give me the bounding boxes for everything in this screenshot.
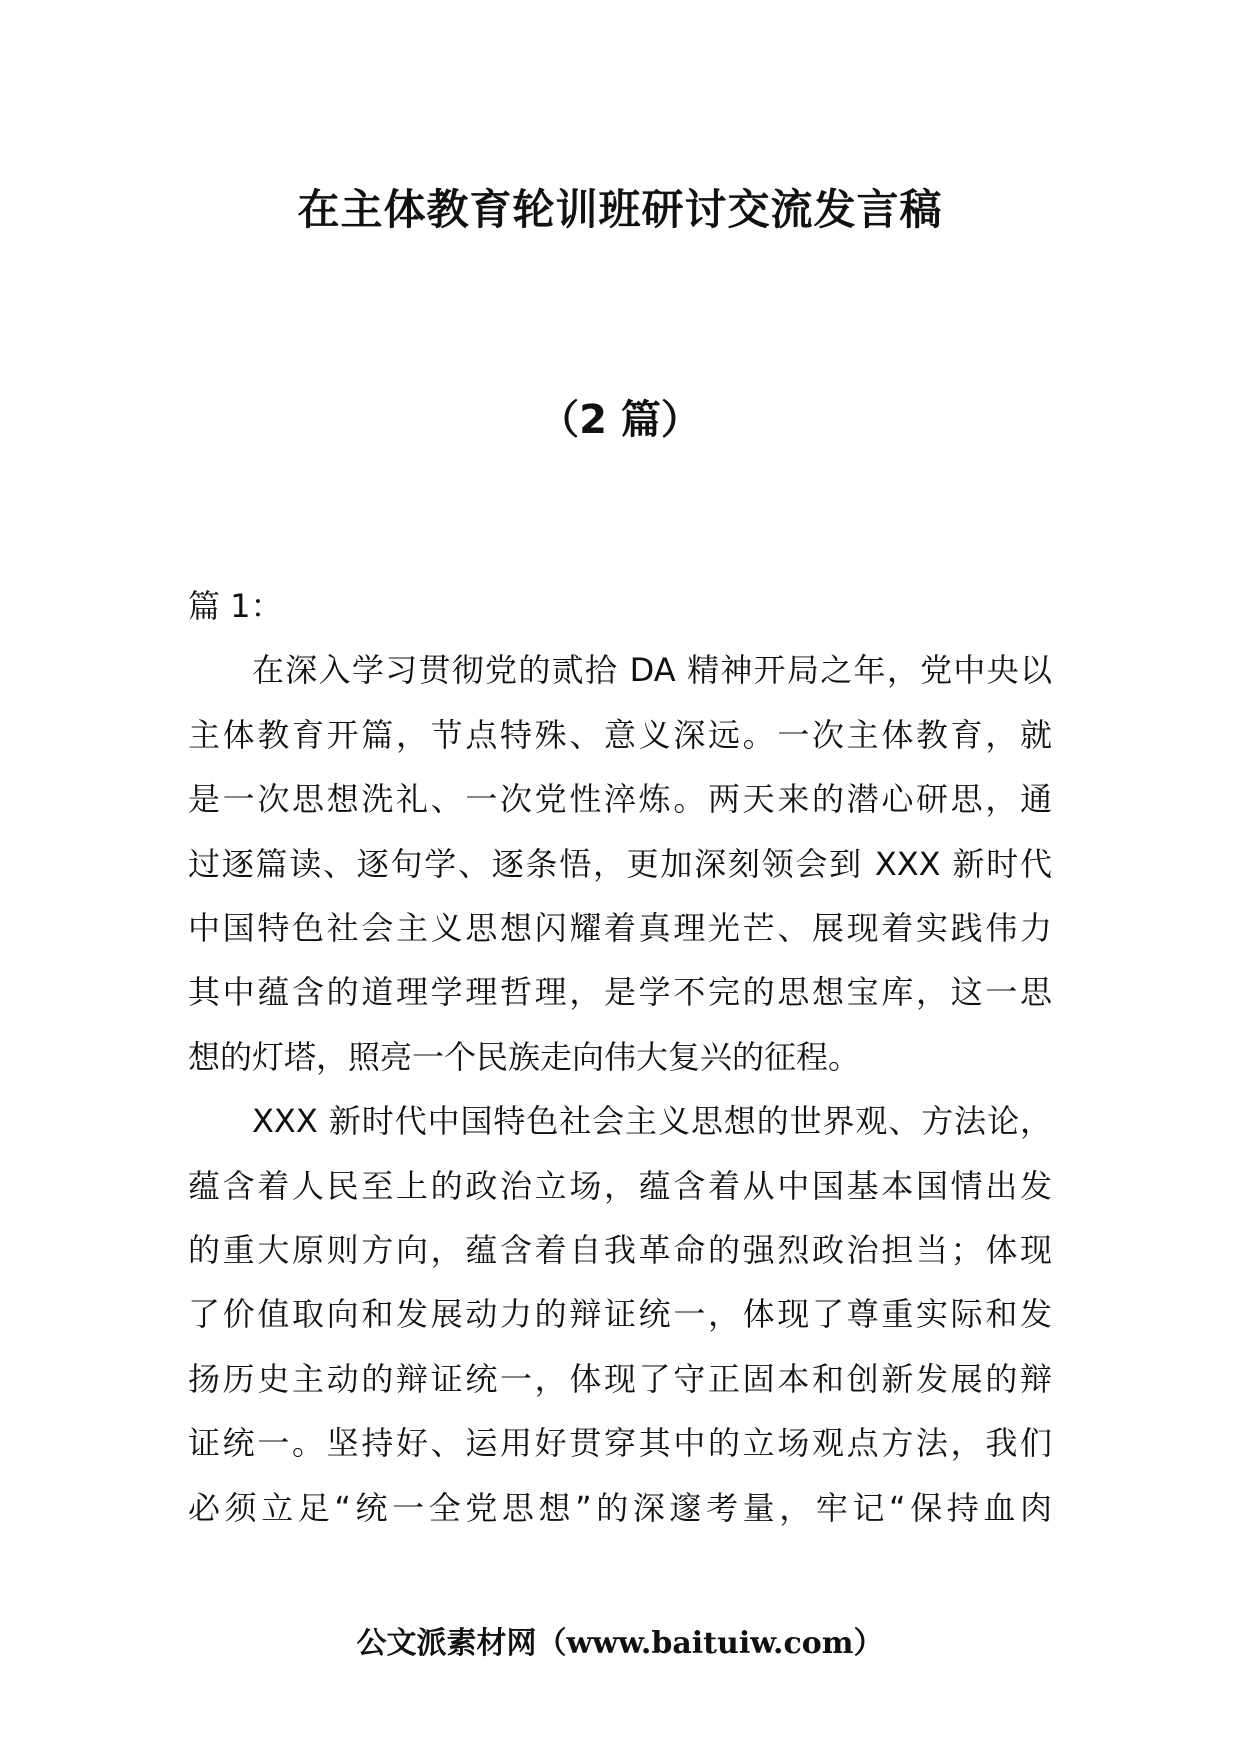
document-title: 在主体教育轮训班研讨交流发言稿 [297,185,943,234]
paragraph-line: 必须立足“统一全党思想”的深邃考量，牢记“保持血肉 [188,1488,1052,1527]
paragraph-line: 证统一。坚持好、运用好贯穿其中的立场观点方法，我们 [188,1424,1052,1463]
paragraph-line: 其中蕴含的道理学理哲理，是学不完的思想宝库，这一思 [188,973,1052,1012]
footer-source: 公文派素材网（www.baituiw.com） [356,1626,884,1661]
paragraph-line: XXX 新时代中国特色社会主义思想的世界观、方法论， [252,1102,1052,1141]
paragraph-line: 的重大原则方向，蕴含着自我革命的强烈政治担当；体现 [188,1231,1052,1270]
paragraph-line: 扬历史主动的辩证统一，体现了守正固本和创新发展的辩 [188,1359,1052,1398]
paragraph-line: 在深入学习贯彻党的贰拾 DA 精神开局之年，党中央以 [252,651,1052,690]
section-label: 篇 1： [188,587,283,625]
paragraph-line: 是一次思想洗礼、一次党性淬炼。两天来的潜心研思，通 [188,780,1052,819]
paragraph-line: 过逐篇读、逐句学、逐条悟，更加深刻领会到 XXX 新时代 [188,844,1052,883]
document-subtitle: （2 篇） [539,397,701,443]
paragraph-line: 想的灯塔，照亮一个民族走向伟大复兴的征程。 [188,1037,861,1076]
paragraph-line: 了价值取向和发展动力的辩证统一，体现了尊重实际和发 [188,1295,1052,1334]
paragraph-1 [188,638,1052,1089]
paragraph-line: 主体教育开篇，节点特殊、意义深远。一次主体教育，就 [188,715,1052,754]
document-body [188,574,1052,1540]
paragraph-line: 蕴含着人民至上的政治立场，蕴含着从中国基本国情出发 [188,1166,1052,1205]
paragraph-2 [188,1089,1052,1540]
paragraph-line: 中国特色社会主义思想闪耀着真理光芒、展现着实践伟力 [188,909,1052,948]
